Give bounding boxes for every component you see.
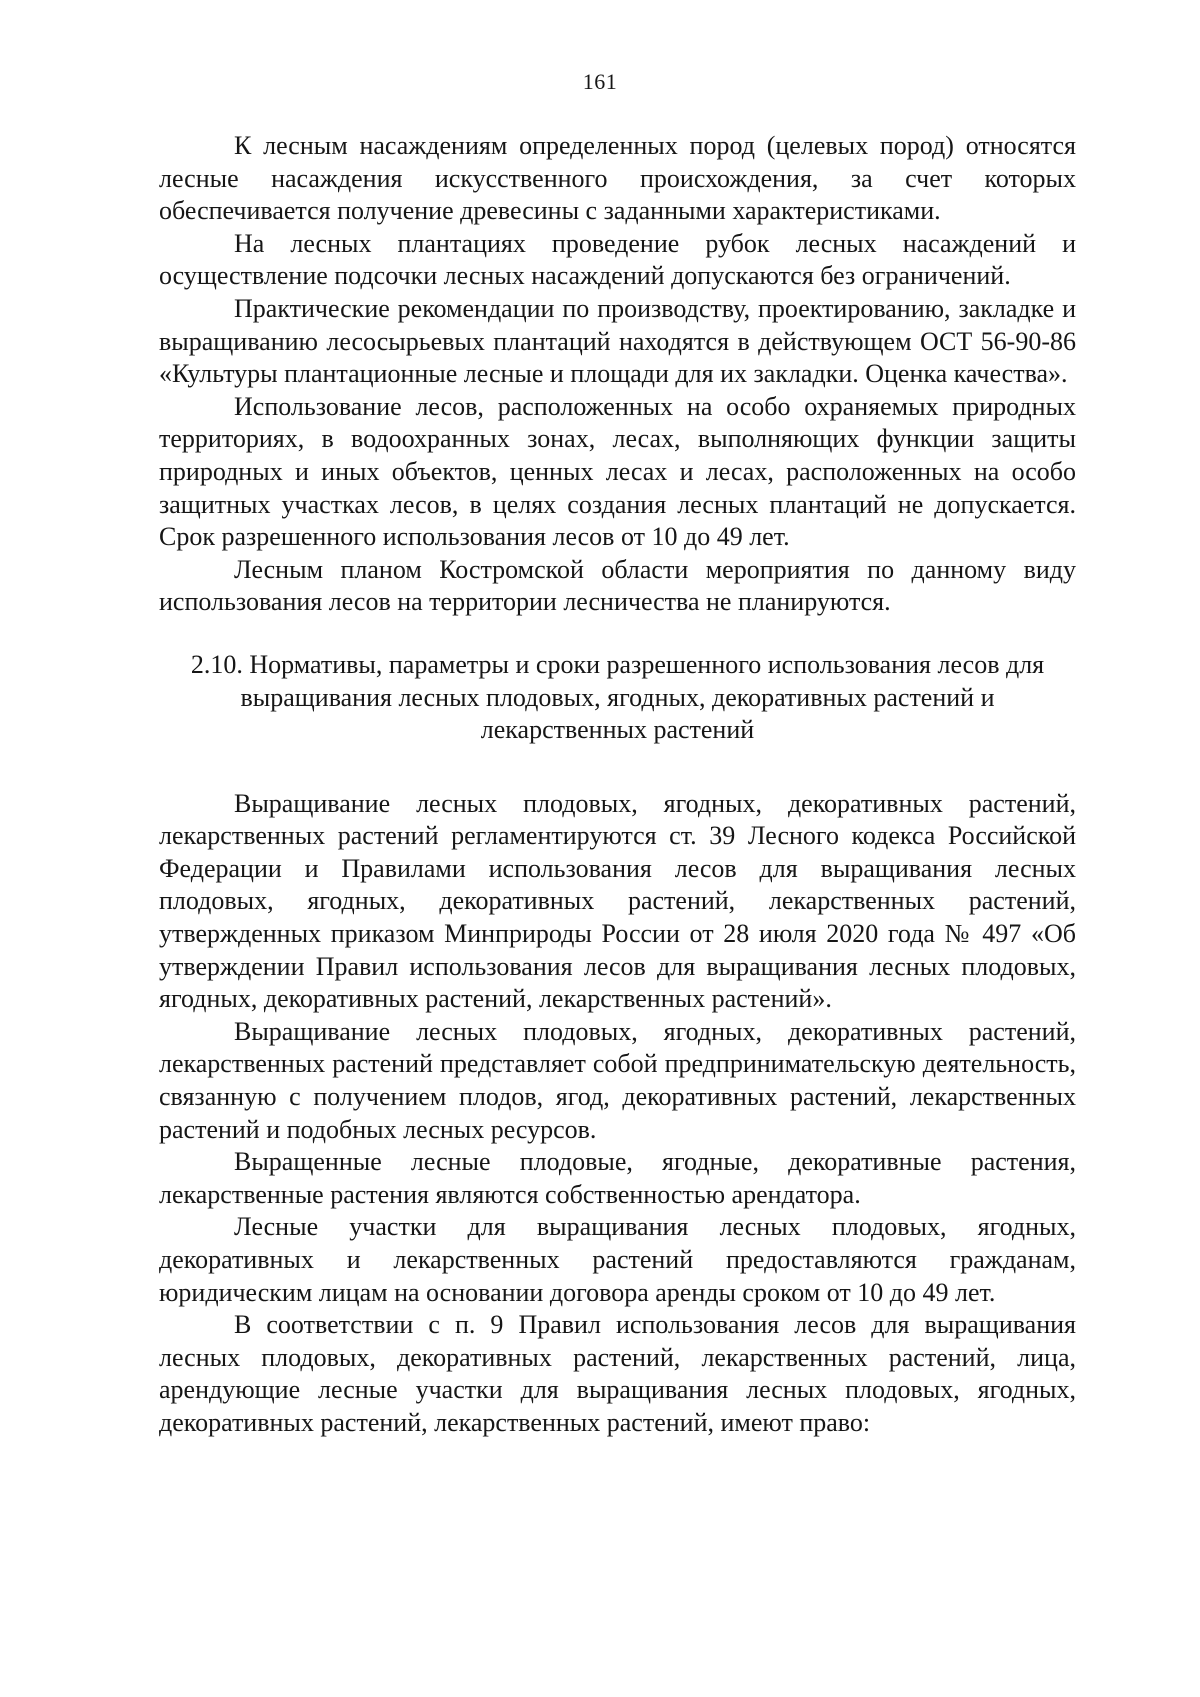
- paragraph: На лесных плантациях проведение рубок лесных насаждений и осуществление подсочки лесных насаждений допускаются без ограничений.: [159, 228, 1076, 291]
- document-body: [159, 130, 1076, 1440]
- page-number: 161: [582, 69, 618, 94]
- paragraph: Практические рекомендации по производству, проектированию, закладке и выращиванию лесосырьевых плантаций находятся в действующем ОСТ 56-90-86 «Культуры плантационные лесные и площади для их закладки. Оценка качества».: [159, 293, 1076, 389]
- paragraph: Лесным планом Костромской области мероприятия по данному виду использования лесов на территории лесничества не планируются.: [159, 554, 1076, 617]
- section-heading: 2.10. Нормативы, параметры и сроки разрешенного использования лесов для выращивания лесных плодовых, ягодных, декоративных растений и лекарственных растений: [190, 649, 1045, 745]
- paragraph: Лесные участки для выращивания лесных плодовых, ягодных, декоративных и лекарственных растений предоставляются гражданам, юридическим лицам на основании договора аренды сроком от 10 до 49 лет.: [159, 1212, 1076, 1307]
- paragraph: Выращивание лесных плодовых, ягодных, декоративных растений, лекарственных растений регламентируются ст. 39 Лесного кодекса Российской Федерации и Правилами использования лесов для выращивания лесных плодовых, ягодных, декоративных растений, лекарственных растений, утвержденных приказом Минприроды России от 28 июля 2020 года № 497 «Об утверждении Правил использования лесов для выращивания лесных плодовых, ягодных, декоративных растений, лекарственных растений».: [159, 788, 1076, 1014]
- paragraph: В соответствии с п. 9 Правил использования лесов для выращивания лесных плодовых, декоративных растений, лекарственных растений, лица, арендующие лесные участки для выращивания лесных плодовых, ягодных, декоративных растений, лекарственных растений, имеют право:: [159, 1310, 1076, 1437]
- paragraph: Выращенные лесные плодовые, ягодные, декоративные растения, лекарственные растения являются собственностью арендатора.: [159, 1147, 1076, 1209]
- paragraph: К лесным насаждениям определенных пород (целевых пород) относятся лесные насаждения искусственного происхождения, за счет которых обеспечивается получение древесины с заданными характеристиками.: [159, 131, 1076, 226]
- paragraph: Использование лесов, расположенных на особо охраняемых природных территориях, в водоохранных зонах, лесах, выполняющих функции защиты природных и иных объектов, ценных лесах и лесах, расположенных на особо защитных участках лесов, в целях создания лесных плантаций не допускается. Срок разрешенного использования лесов от 10 до 49 лет.: [159, 391, 1076, 552]
- paragraph: Выращивание лесных плодовых, ягодных, декоративных растений, лекарственных растений представляет собой предпринимательскую деятельность, связанную с получением плодов, ягод, декоративных растений, лекарственных растений и подобных лесных ресурсов.: [159, 1016, 1076, 1144]
